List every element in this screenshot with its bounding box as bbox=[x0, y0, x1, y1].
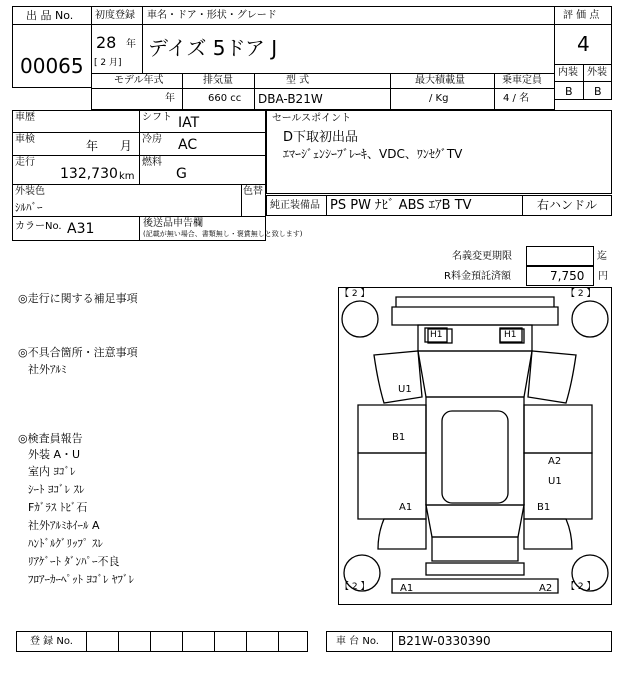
mark-a1-bottom: A1 bbox=[400, 583, 414, 594]
tire-depth-rear-right: 【 2 】 bbox=[566, 582, 596, 592]
car-name: デイズ 5ドア J bbox=[148, 36, 278, 60]
inspector-item: 室内 ﾖｺﾞﾚ bbox=[28, 465, 76, 478]
wheel-front-right bbox=[572, 301, 608, 337]
mark-a1-left: A1 bbox=[399, 502, 413, 513]
exterior-grade: B bbox=[594, 85, 602, 98]
inspection-value: 年 月 bbox=[86, 139, 132, 153]
rear-fender-right bbox=[524, 519, 572, 549]
inspector-item: Fｶﾞﾗｽ ﾄﾋﾞ石 bbox=[28, 501, 88, 514]
equipment: PS PW ﾅﾋﾞ ABS ｴｱB TV bbox=[330, 198, 472, 213]
door-front-right bbox=[524, 405, 592, 453]
registration-month: [ 2 月] bbox=[94, 58, 122, 68]
capacity-label: 乗車定員 bbox=[502, 75, 542, 86]
mileage-unit: km bbox=[119, 171, 135, 182]
defect-notes-title: ◎不具合箇所・注意事項 bbox=[18, 346, 138, 359]
lot-number: 00065 bbox=[20, 54, 84, 78]
exterior-label: 外装 bbox=[587, 67, 607, 78]
repaint-label: 色替 bbox=[243, 186, 263, 197]
interior-grade: B bbox=[565, 85, 573, 98]
recycle-unit: 円 bbox=[598, 271, 608, 282]
front-fender-right bbox=[528, 351, 576, 403]
history-label: 車歴 bbox=[15, 112, 35, 123]
inspector-item: ﾌﾛｱｰｶｰﾍﾟｯﾄ ﾖｺﾞﾚ ﾔﾌﾞﾚ bbox=[28, 573, 134, 586]
front-fender-left bbox=[374, 351, 422, 403]
name-change-box bbox=[526, 246, 594, 266]
max-load-label: 最大積載量 bbox=[415, 75, 465, 86]
color-number-label: カラーNo. bbox=[15, 221, 62, 232]
mark-u1-left: U1 bbox=[398, 384, 412, 395]
recycle-amount: 7,750 bbox=[550, 269, 585, 283]
model-year-label: モデル年式 bbox=[114, 75, 164, 86]
displacement: 660 cc bbox=[208, 93, 242, 104]
equipment-label: 純正装備品 bbox=[270, 200, 320, 211]
fuel-label: 燃料 bbox=[142, 157, 162, 168]
mark-a2-bottom: A2 bbox=[539, 583, 553, 594]
rear-glass bbox=[426, 505, 524, 537]
fuel: G bbox=[176, 166, 187, 182]
shift: IAT bbox=[178, 115, 200, 131]
model-code: DBA-B21W bbox=[258, 92, 323, 106]
model-type-label: 型 式 bbox=[286, 75, 310, 86]
driving-notes-title: ◎走行に関する補足事項 bbox=[18, 292, 138, 305]
wheel-rear-left bbox=[344, 555, 380, 591]
post-send-label: 後送品申告欄 bbox=[143, 218, 203, 229]
mark-b1-left: B1 bbox=[392, 432, 406, 443]
front-bumper bbox=[392, 297, 558, 325]
mark-b1-right: B1 bbox=[537, 502, 551, 513]
exterior-color: ｼﾙﾊﾞｰ bbox=[15, 201, 43, 214]
interior-label: 内装 bbox=[558, 67, 578, 78]
color-number: A31 bbox=[67, 221, 95, 237]
score-label: 評 価 点 bbox=[563, 10, 600, 21]
model-year-unit: 年 bbox=[165, 93, 175, 104]
car-diagram bbox=[338, 287, 612, 605]
mark-a2-right: A2 bbox=[548, 456, 562, 467]
inspector-item: ﾊﾝﾄﾞﾙｸﾞﾘｯﾌﾟ ｽﾚ bbox=[28, 537, 103, 550]
mark-u1-right: U1 bbox=[548, 476, 562, 487]
inspector-report-title: ◎検査員報告 bbox=[18, 432, 83, 445]
registration-number-label: 登 録 No. bbox=[30, 636, 73, 647]
door-rear-left bbox=[358, 453, 426, 519]
mileage: 132,730 bbox=[60, 166, 118, 182]
rear-fender-left bbox=[378, 519, 426, 549]
inspector-item: 社外ｱﾙﾐﾎｲｰﾙ A bbox=[28, 519, 100, 532]
chassis-number-label: 車 台 No. bbox=[336, 636, 379, 647]
tire-depth-front-right: 【 2 】 bbox=[566, 289, 596, 299]
first-registration-label: 初度登録 bbox=[95, 10, 135, 21]
registration-year-unit: 年 bbox=[126, 39, 136, 50]
defect-item: 社外ｱﾙﾐ bbox=[28, 363, 67, 376]
wheel-rear-right bbox=[572, 555, 608, 591]
shift-label: シフト bbox=[142, 112, 172, 123]
registration-year: 28 bbox=[96, 33, 117, 52]
tailgate bbox=[432, 537, 518, 561]
door-front-left bbox=[358, 405, 426, 453]
roof bbox=[426, 397, 524, 505]
evaluation-score: 4 bbox=[577, 32, 590, 56]
sales-point-label: セールスポイント bbox=[272, 113, 352, 124]
capacity: 4 / 名 bbox=[503, 93, 530, 104]
inspector-item: 外装 A・U bbox=[28, 448, 81, 461]
name-change-label: 名義変更期限 bbox=[452, 251, 512, 262]
mark-h1-left: H1 bbox=[430, 330, 443, 340]
lot-number-label: 出 品 No. bbox=[26, 9, 74, 22]
tire-depth-rear-left: 【 2 】 bbox=[340, 582, 370, 592]
name-change-suffix: 迄 bbox=[597, 251, 607, 262]
exterior-color-label: 外装色 bbox=[15, 186, 45, 197]
ac-label: 冷房 bbox=[142, 134, 162, 145]
mark-h1-right: H1 bbox=[504, 330, 517, 340]
displacement-label: 排気量 bbox=[203, 75, 233, 86]
post-send-note: (記載が無い場合、書類無し・褒賞無しと致します) bbox=[143, 230, 303, 238]
rear-bumper bbox=[392, 579, 558, 593]
max-load: / Kg bbox=[429, 93, 449, 104]
sales-point-line-2: ｴﾏｰｼﾞｪﾝｼｰﾌﾞﾚｰｷ、VDC、ﾜﾝｾｸﾞTV bbox=[283, 147, 463, 161]
inspector-item: ﾘｱｹﾞｰﾄ ﾀﾞﾝﾊﾟｰ不良 bbox=[28, 555, 120, 568]
windshield bbox=[418, 351, 532, 397]
recycle-label: R料金預託済額 bbox=[444, 271, 511, 282]
steering-side: 右ハンドル bbox=[537, 198, 598, 212]
wheel-front-left bbox=[342, 301, 378, 337]
inspector-item: ｼｰﾄ ﾖｺﾞﾚ ｽﾚ bbox=[28, 483, 85, 496]
tire-depth-front-left: 【 2 】 bbox=[340, 289, 370, 299]
inspection-label: 車検 bbox=[15, 134, 35, 145]
car-name-label: 車名・ドア・形状・グレード bbox=[147, 10, 277, 21]
air-conditioner: AC bbox=[178, 137, 198, 153]
chassis-number: B21W-0330390 bbox=[398, 634, 491, 648]
sales-point-line-1: D下取初出品 bbox=[283, 130, 359, 145]
mileage-label: 走行 bbox=[15, 157, 35, 168]
